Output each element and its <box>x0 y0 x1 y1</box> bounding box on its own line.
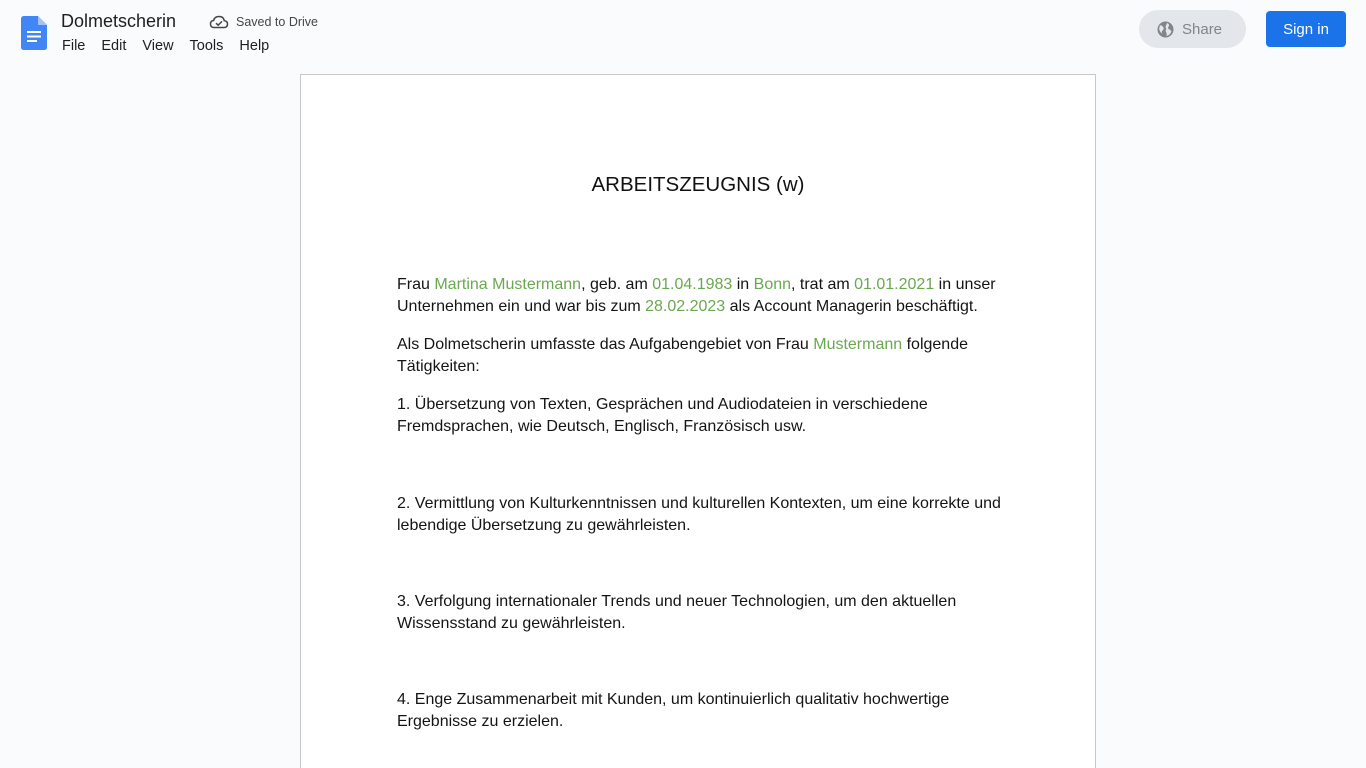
text-segment: , geb. am <box>581 276 653 293</box>
text-segment: Als Dolmetscherin umfasste das Aufgabengebiet von Frau <box>397 336 814 353</box>
text-segment: in unser Unternehmen ein und war bis zum <box>397 276 996 315</box>
sign-in-button[interactable]: Sign in <box>1266 11 1346 47</box>
saved-status[interactable] <box>209 14 318 30</box>
globe-icon <box>1157 21 1174 38</box>
document-heading: ARBEITSZEUGNIS (w) <box>591 173 805 196</box>
text-segment: , trat am <box>791 276 855 293</box>
end-date: 28.02.2023 <box>645 298 726 315</box>
list-item-3: 3. Verfolgung internationaler Trends und neuer Technologien, um den aktuellen Wissensstand zu gewährleisten. <box>397 593 957 632</box>
menu-tools[interactable]: Tools <box>189 38 224 54</box>
paragraph-employment <box>397 274 1007 318</box>
document-page[interactable] <box>300 74 1096 768</box>
share-label: Share <box>1182 20 1223 38</box>
text-segment: in <box>732 276 754 293</box>
list-item-1: 1. Übersetzung von Texten, Gesprächen und Audiodateien in verschiedene Fremdsprachen, wie Deutsch, Englisch, Französisch usw. <box>397 396 928 435</box>
share-button[interactable] <box>1139 10 1246 48</box>
paragraph-duties-intro <box>397 334 1007 378</box>
document-title[interactable]: Dolmetscherin <box>61 11 177 31</box>
birth-date: 01.04.1983 <box>652 276 733 293</box>
menu-bar <box>54 37 277 57</box>
birth-city: Bonn <box>753 276 792 293</box>
employee-surname: Mustermann <box>813 336 903 353</box>
list-item-4: 4. Enge Zusammenarbeit mit Kunden, um kontinuierlich qualitativ hochwertige Ergebnisse zu erzielen. <box>397 691 950 730</box>
employee-name: Martina Mustermann <box>434 276 582 293</box>
cloud-done-icon <box>209 14 229 30</box>
start-date: 01.01.2021 <box>854 276 935 293</box>
text-segment: folgende Tätigkeiten: <box>397 336 968 375</box>
menu-view[interactable]: View <box>142 38 174 54</box>
docs-logo-icon[interactable] <box>21 16 47 50</box>
menu-file[interactable]: File <box>62 38 86 54</box>
menu-edit[interactable]: Edit <box>101 38 127 54</box>
text-segment: Frau <box>397 276 435 293</box>
top-bar <box>0 0 1366 64</box>
text-segment: als Account Managerin beschäftigt. <box>725 298 978 315</box>
list-item-2: 2. Vermittlung von Kulturkenntnissen und kulturellen Kontexten, um eine korrekte und lebendige Übersetzung zu gewährleisten. <box>397 495 1001 534</box>
menu-help[interactable]: Help <box>239 38 270 54</box>
saved-status-label: Saved to Drive <box>236 15 318 29</box>
